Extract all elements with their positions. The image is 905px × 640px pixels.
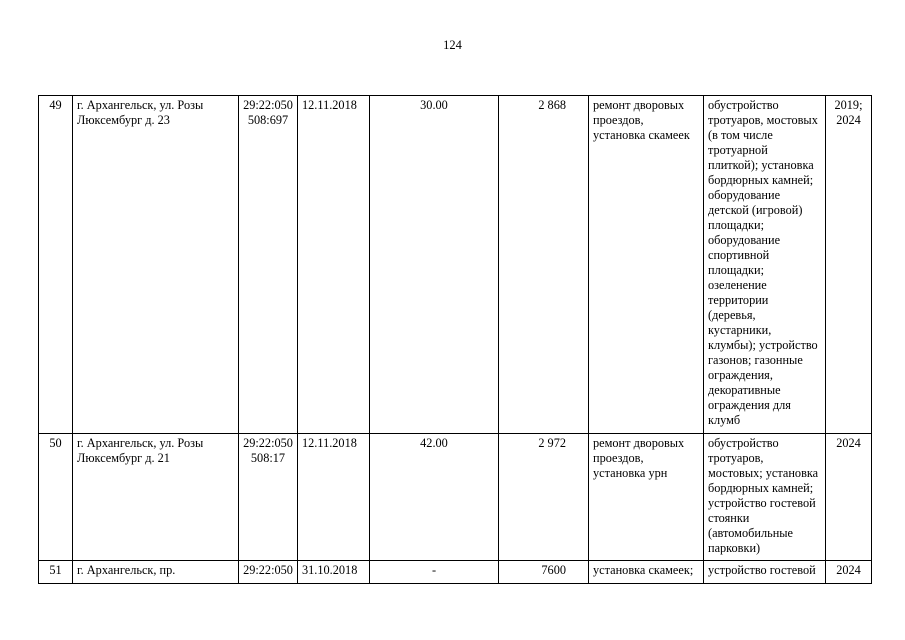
minimal-works-cell [589, 434, 704, 561]
years-cell [826, 561, 872, 584]
area-cell: 30.00 [370, 96, 499, 434]
address-cell [73, 561, 239, 584]
cell-text-line: декоративные [708, 383, 781, 397]
cell-text-line: 2019; [834, 98, 863, 112]
cell-text-line: газонов; газонные [708, 353, 803, 367]
additional-works-cell [704, 96, 826, 434]
address-cell [73, 96, 239, 434]
cell-text-line: 2024 [836, 436, 861, 450]
cell-text-line: площадки; [708, 263, 765, 277]
cell-text-line: (деревья, [708, 308, 756, 322]
cell-text-line: 2024 [836, 113, 861, 127]
area-cell: 42.00 [370, 434, 499, 561]
cell-text-line: устройство гостевой [708, 496, 816, 510]
cell-text-line: стоянки [708, 511, 750, 525]
cell-text-line: оборудование [708, 233, 781, 247]
cadastral-number-cell [239, 434, 298, 561]
population-cell: 2 972 [499, 434, 589, 561]
table-row [39, 561, 872, 584]
cell-text-line: оборудование [708, 188, 781, 202]
cell-text-line: ограждения для [708, 398, 791, 412]
minimal-works-cell [589, 96, 704, 434]
cell-text-line: детской (игровой) [708, 203, 803, 217]
page-number: 124 [443, 38, 462, 52]
date-cell: 12.11.2018 [298, 434, 370, 561]
table-body [39, 96, 872, 584]
table-row [39, 96, 872, 434]
cell-text-line: (автомобильные [708, 526, 793, 540]
cell-text-line: тротуаров, мостовых [708, 113, 818, 127]
years-cell [826, 96, 872, 434]
cell-text-line: Люксембург д. 23 [77, 113, 170, 127]
cell-text-line: ремонт дворовых [593, 98, 685, 112]
cell-text-line: бордюрных камней; [708, 481, 814, 495]
cell-text-line: обустройство [708, 98, 779, 112]
cell-text-line: проездов, [593, 451, 644, 465]
cadastral-number-cell [239, 96, 298, 434]
population-cell: 2 868 [499, 96, 589, 434]
cell-text-line: 508:17 [250, 451, 286, 465]
cell-text-line: территории [708, 293, 769, 307]
cell-text-line: площадки; [708, 218, 765, 232]
address-cell [73, 434, 239, 561]
cell-text-line: тротуарной [708, 143, 768, 157]
date-cell: 12.11.2018 [298, 96, 370, 434]
yard-improvement-table [38, 95, 872, 584]
cell-text-line: ремонт дворовых [593, 436, 685, 450]
population-cell: 7600 [499, 561, 589, 584]
area-cell: - [370, 561, 499, 584]
additional-works-cell [704, 561, 826, 584]
cell-text-line: установка скамеек [593, 128, 690, 142]
minimal-works-cell [589, 561, 704, 584]
cell-text-line: установка скамеек; [593, 563, 694, 577]
years-cell [826, 434, 872, 561]
cell-text-line: клумб [708, 413, 741, 427]
cell-text-line: обустройство [708, 436, 779, 450]
cell-text-line: 29:22:050 [243, 563, 293, 577]
cell-text-line: парковки) [708, 541, 761, 555]
row-number-cell: 51 [39, 561, 73, 584]
cell-text-line: спортивной [708, 248, 770, 262]
cell-text-line: плиткой); установка [708, 158, 814, 172]
cell-text-line: устройство гостевой [708, 563, 816, 577]
row-number-cell: 49 [39, 96, 73, 434]
cell-text-line: проездов, [593, 113, 644, 127]
cell-text-line: бордюрных камней; [708, 173, 814, 187]
cadastral-number-cell [239, 561, 298, 584]
cell-text-line: установка урн [593, 466, 668, 480]
cell-text-line: 2024 [836, 563, 861, 577]
cell-text-line: озеленение [708, 278, 767, 292]
cell-text-line: клумбы); устройство [708, 338, 818, 352]
cell-text-line: г. Архангельск, ул. Розы [77, 436, 204, 450]
cell-text-line: ограждения, [708, 368, 773, 382]
cell-text-line: мостовых; установка [708, 466, 819, 480]
cell-text-line: тротуаров, [708, 451, 764, 465]
cell-text-line: (в том числе [708, 128, 773, 142]
cell-text-line: 508:697 [247, 113, 289, 127]
cell-text-line: г. Архангельск, пр. [77, 563, 176, 577]
row-number-cell: 50 [39, 434, 73, 561]
cell-text-line: г. Архангельск, ул. Розы [77, 98, 204, 112]
cell-text-line: 29:22:050 [243, 98, 293, 112]
cell-text-line: 29:22:050 [243, 436, 293, 450]
additional-works-cell [704, 434, 826, 561]
cell-text-line: Люксембург д. 21 [77, 451, 170, 465]
table-row [39, 434, 872, 561]
cell-text-line: кустарники, [708, 323, 772, 337]
date-cell: 31.10.2018 [298, 561, 370, 584]
